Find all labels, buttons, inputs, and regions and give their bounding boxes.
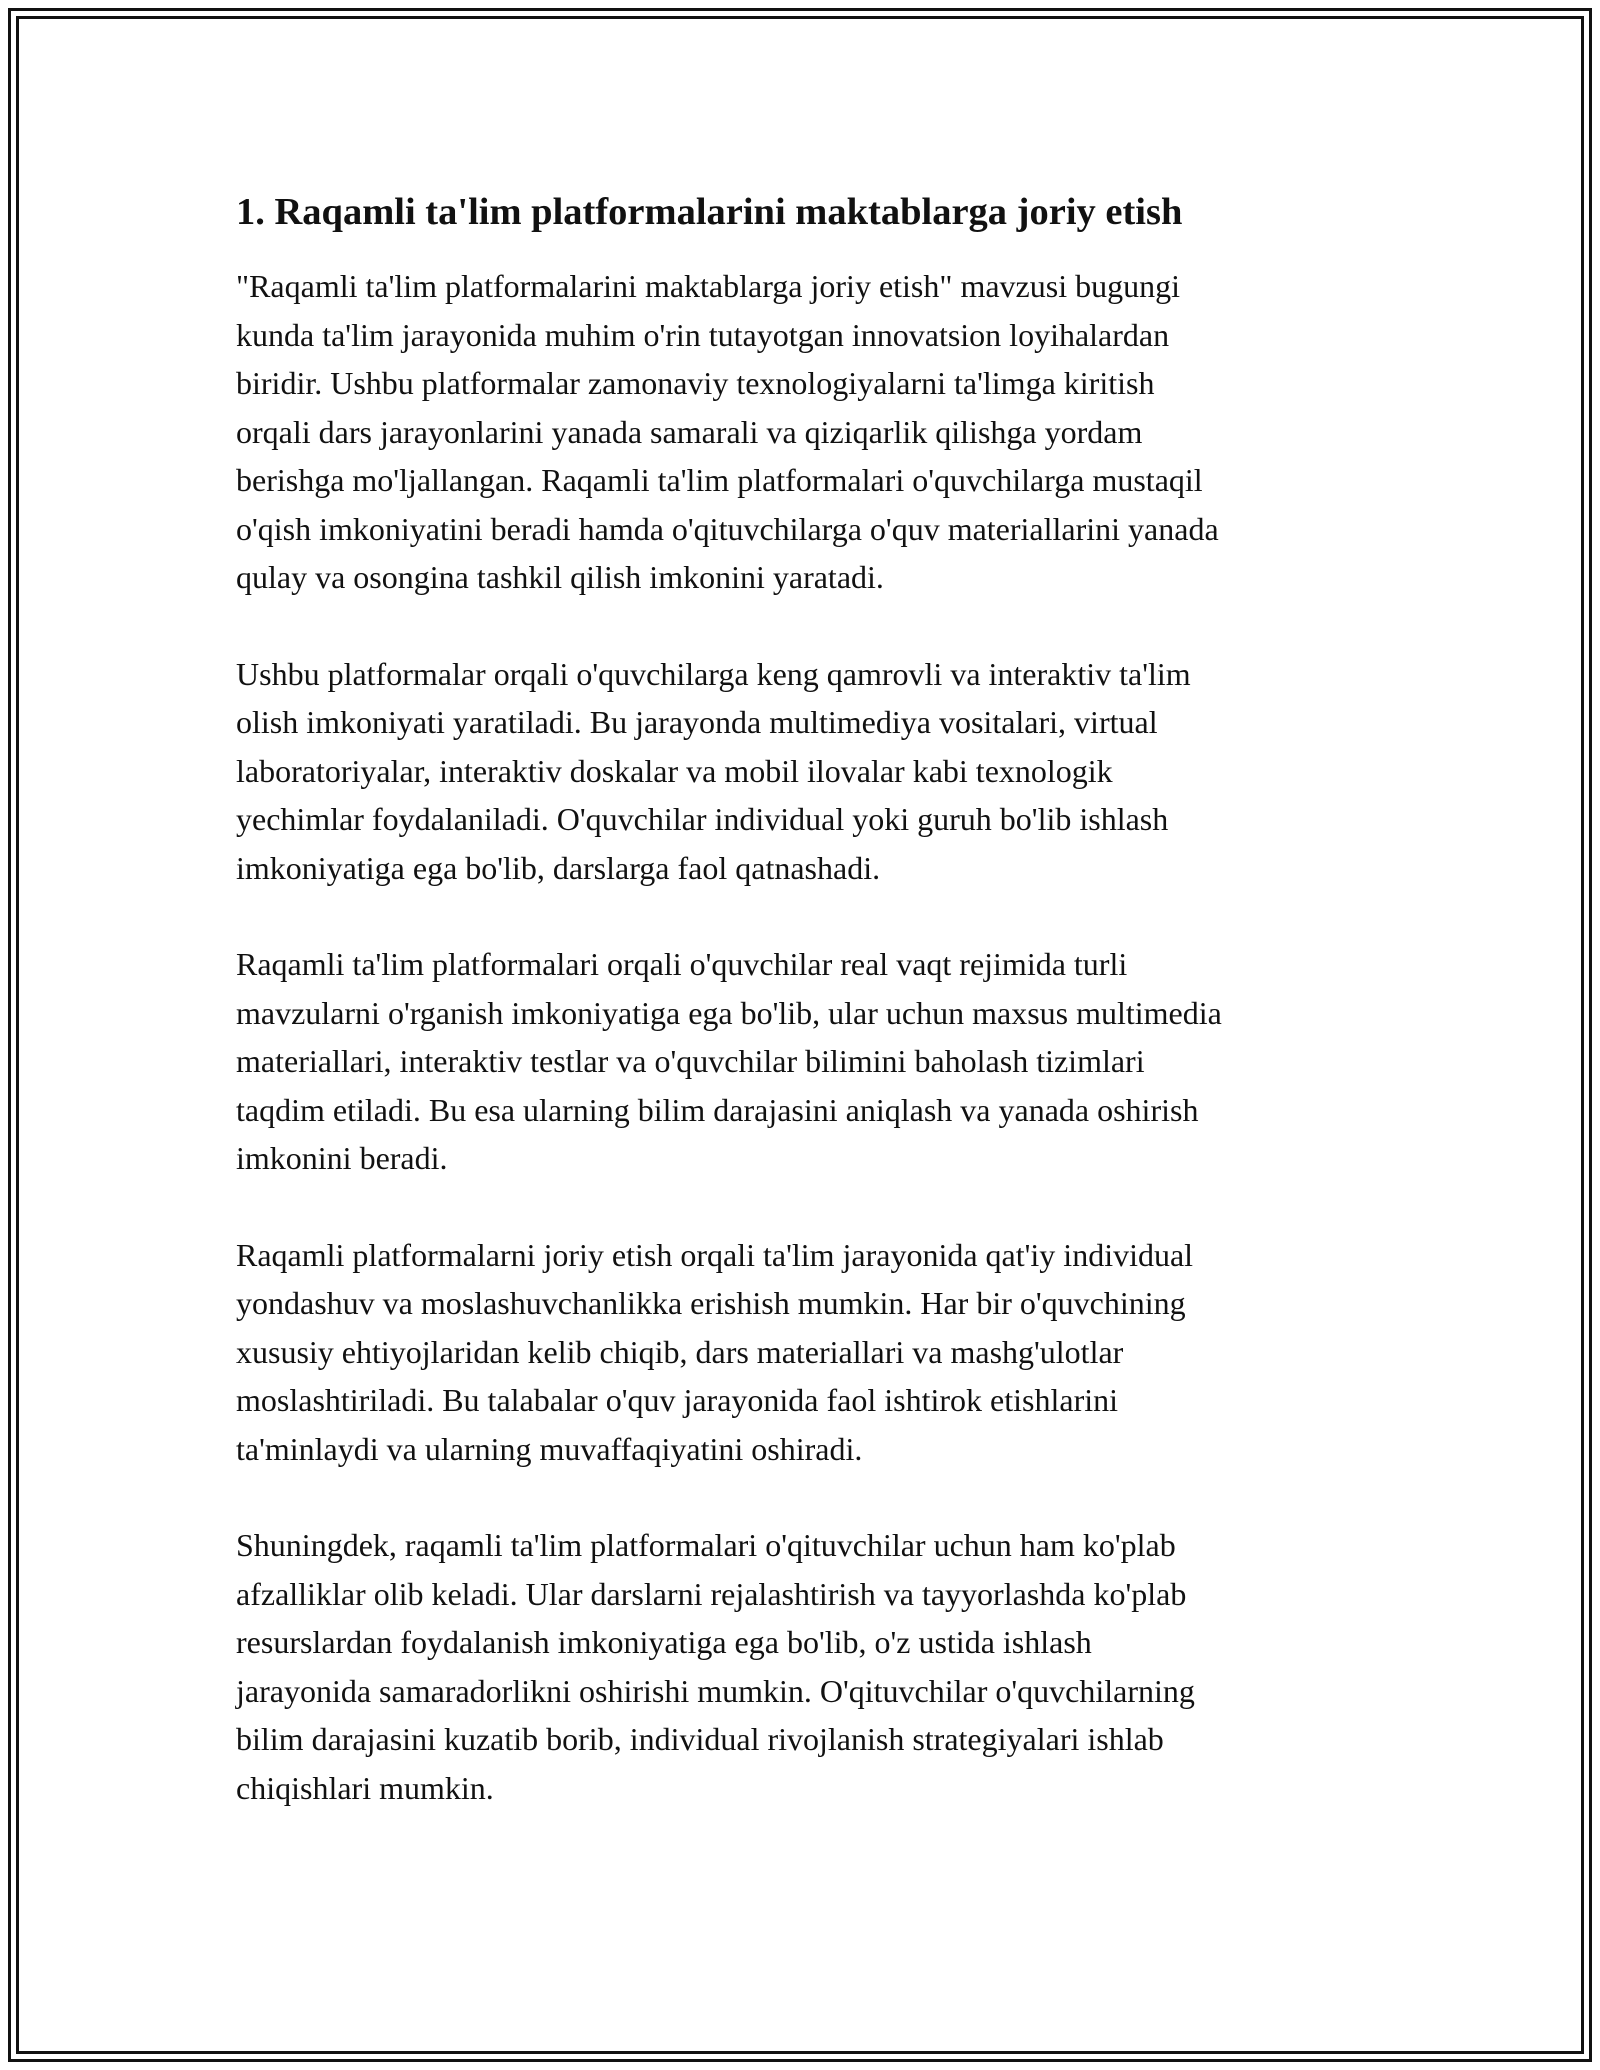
paragraph-4 [236, 1231, 1376, 1474]
text-line: kunda ta'lim jarayonida muhim o'rin tutayotgan innovatsion loyihalardan [236, 316, 1170, 353]
text-line: xususiy ehtiyojlaridan kelib chiqib, dars materiallari va mashg'ulotlar [236, 1333, 1124, 1370]
text-line: moslashtiriladi. Bu talabalar o'quv jarayonida faol ishtirok etishlarini [236, 1382, 1118, 1418]
paragraph-1 [236, 262, 1376, 602]
text-line: laboratoriyalar, interaktiv doskalar va mobil ilovalar kabi texnologik [236, 752, 1113, 789]
text-line: berishga mo'ljallangan. Raqamli ta'lim platformalari o'quvchilarga mustaqil [236, 462, 1203, 498]
text-line: yondashuv va moslashuvchanlikka erishish mumkin. Har bir o'quvchining [236, 1285, 1186, 1321]
text-line: afzalliklar olib keladi. Ular darslarni rejalashtirish va tayyorlashda ko'plab [236, 1575, 1187, 1612]
text-line: "Raqamli ta'lim platformalarini maktablarga joriy etish" mavzusi bugungi [236, 268, 1180, 304]
text-line: bilim darajasini kuzatib borib, individual rivojlanish strategiyalari ishlab [236, 1721, 1164, 1757]
text-line: taqdim etiladi. Bu esa ularning bilim darajasini aniqlash va yanada oshirish [236, 1091, 1199, 1128]
text-line: Raqamli platformalarni joriy etish orqali ta'lim jarayonida qat'iy individual [236, 1236, 1194, 1273]
text-line: qulay va osongina tashkil qilish imkonini yaratadi. [236, 559, 884, 595]
text-line: olish imkoniyati yaratiladi. Bu jarayonda multimediya vositalari, virtual [236, 704, 1158, 740]
text-line: Raqamli ta'lim platformalari orqali o'quvchilar real vaqt rejimida turli [236, 946, 1128, 982]
text-line: Shuningdek, raqamli ta'lim platformalari o'qituvchilar uchun ham ko'plab [236, 1527, 1176, 1563]
text-line: orqali dars jarayonlarini yanada samarali va qiziqarlik qilishga yordam [236, 413, 1143, 450]
paragraph-5 [236, 1521, 1376, 1812]
text-line: jarayonida samaradorlikni oshirishi mumkin. O'qituvchilar o'quvchilarning [236, 1672, 1195, 1709]
text-line: yechimlar foydalaniladi. O'quvchilar individual yoki guruh bo'lib ishlash [236, 801, 1169, 837]
text-line: Ushbu platformalar orqali o'quvchilarga keng qamrovli va interaktiv ta'lim [236, 655, 1191, 692]
section-heading: 1. Raqamli ta'lim platformalarini maktablarga joriy etish [236, 191, 1183, 233]
document-body [236, 184, 1376, 1860]
text-line: imkoniyatiga ega bo'lib, darslarga faol qatnashadi. [236, 849, 881, 886]
paragraph-3 [236, 940, 1376, 1183]
text-line: imkonini beradi. [236, 1140, 448, 1176]
paragraph-2 [236, 650, 1376, 893]
text-line: resurslardan foydalanish imkoniyatiga ega bo'lib, o'z ustida ishlash [236, 1624, 1092, 1660]
text-line: o'qish imkoniyatini beradi hamda o'qituvchilarga o'quv materiallarini yanada [236, 510, 1219, 547]
text-line: chiqishlari mumkin. [236, 1769, 494, 1806]
text-line: biridir. Ushbu platformalar zamonaviy texnologiyalarni ta'limga kiritish [236, 365, 1155, 401]
text-line: materiallari, interaktiv testlar va o'quvchilar bilimini baholash tizimlari [236, 1043, 1145, 1079]
text-line: mavzularni o'rganish imkoniyatiga ega bo'lib, ular uchun maxsus multimedia [236, 994, 1222, 1031]
text-line: ta'minlaydi va ularning muvaffaqiyatini oshiradi. [236, 1430, 863, 1467]
